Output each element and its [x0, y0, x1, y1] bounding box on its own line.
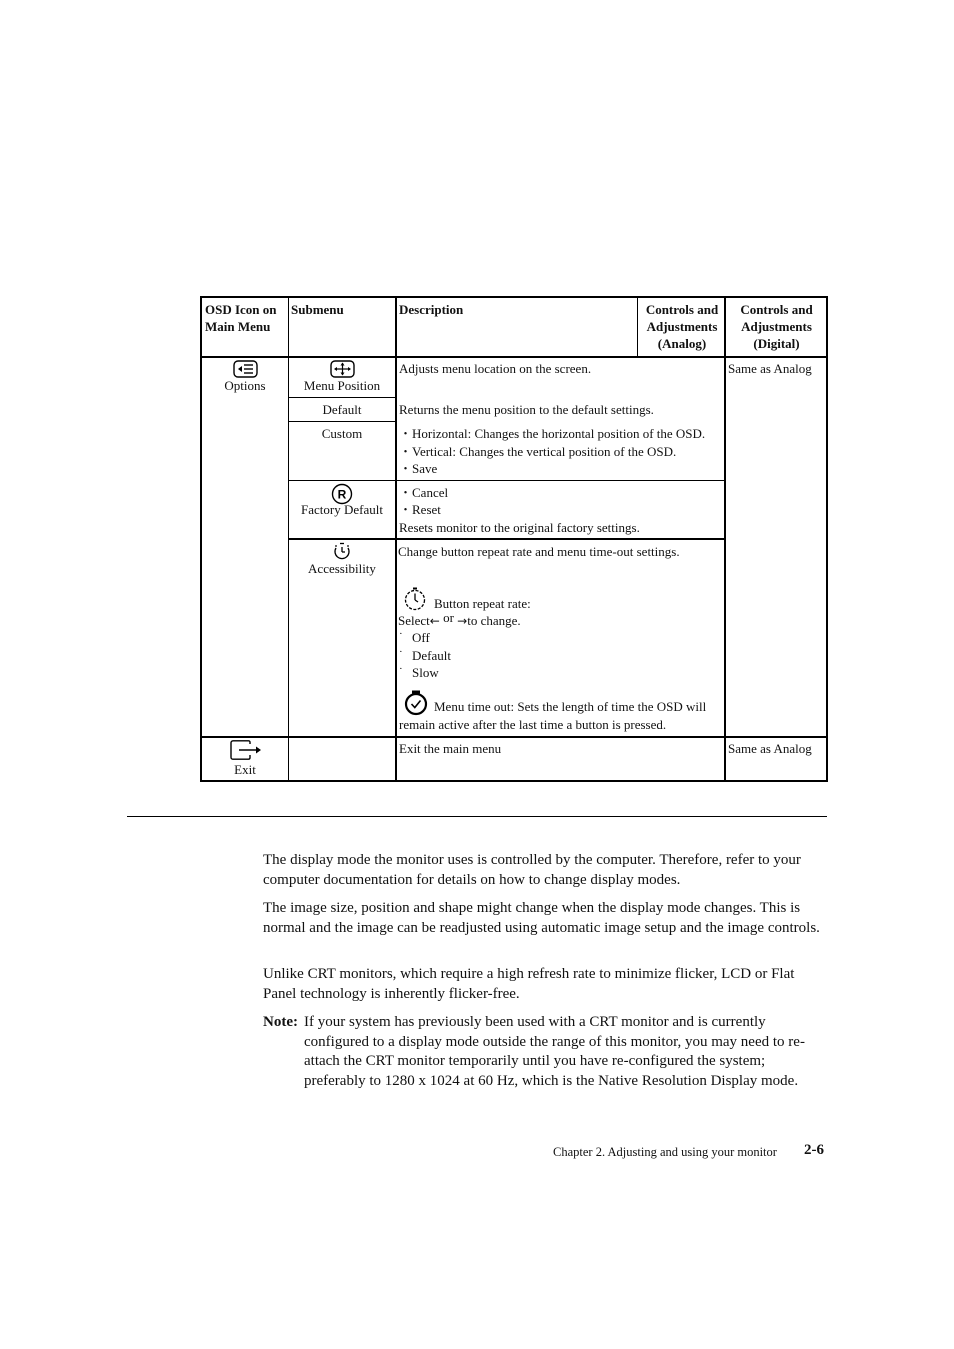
bullet-off: · [399, 628, 403, 640]
menu-position-icon [330, 360, 355, 378]
right-arrow-icon: → [457, 614, 468, 628]
custom-save: ・Save [399, 461, 438, 476]
bullet-default: · [399, 646, 403, 658]
options-icon [233, 360, 258, 378]
header-digital [727, 301, 826, 352]
stopwatch-icon [403, 587, 427, 611]
bullet-slow: · [399, 663, 403, 675]
choice-default: Default [412, 648, 451, 663]
body-paragraph-3: Unlike CRT monitors, which require a high refresh rate to minimize flicker, LCD or Flat Panel technology is inherently flicker-free. [263, 966, 795, 1002]
factory-default-label: Factory Default [301, 502, 383, 517]
choice-off: Off [412, 630, 430, 645]
body-paragraph-1: The display mode the monitor uses is controlled by the computer. Therefore, refer to your computer documentation for details on how to change display modes. [263, 852, 801, 888]
row-sep-custom-top [288, 421, 396, 422]
exit-label: Exit [234, 762, 256, 777]
svg-text:R: R [337, 487, 347, 502]
default-label: Default [322, 402, 362, 417]
header-analog-line3: (Analog) [657, 336, 707, 351]
note-text: If your system has previously been used with a CRT monitor and is currently configured to a display mode outside the range of this monitor, you may need to re-attach the CRT monitor temporarily until you have re-configured the system; preferably to 1280 x 1024 at 60 Hz, which is the Native Resolution Display mode. [304, 1014, 805, 1089]
note-block [263, 1013, 823, 1091]
table-border-bottom [200, 780, 828, 782]
button-repeat-label: Button repeat rate: [434, 596, 531, 611]
menu-timeout-line2: remain active after the last time a button is pressed. [399, 717, 667, 732]
header-border [200, 356, 828, 358]
default-description: Returns the menu position to the default settings. [399, 402, 654, 417]
options-digital-value: Same as Analog [728, 361, 812, 376]
factory-description: Resets monitor to the original factory settings. [399, 520, 640, 535]
accessibility-description: Change button repeat rate and menu time-out settings. [398, 544, 680, 559]
menu-position-description: Adjusts menu location on the screen. [399, 361, 592, 376]
menu-timeout-line1: Menu time out: Sets the length of time the OSD will [434, 699, 707, 714]
row-sep-exit-top [200, 736, 828, 738]
choice-slow: Slow [412, 665, 439, 680]
row-sep-access-top [288, 538, 726, 540]
header-osd-icon-line1: OSD Icon on [205, 302, 277, 317]
header-osd-icon-line2: Main Menu [205, 319, 271, 334]
header-description: Description [399, 302, 464, 317]
note-label: Note: [263, 1014, 298, 1030]
header-osd-icon [205, 301, 277, 335]
table-border-top [200, 296, 828, 298]
timer-icon [403, 690, 429, 716]
horizontal-rule [127, 816, 827, 817]
row-sep-factory-top [288, 480, 726, 481]
accessibility-label: Accessibility [308, 561, 376, 576]
table-border-right [826, 296, 828, 782]
custom-vertical: ・Vertical: Changes the vertical position of the OSD. [399, 444, 677, 459]
header-analog-line1: Controls and [645, 302, 719, 317]
header-analog-line2: Adjustments [646, 319, 718, 334]
footer-chapter: Chapter 2. Adjusting and using your monitor [553, 1145, 777, 1159]
header-submenu: Submenu [291, 302, 344, 317]
options-label: Options [224, 378, 266, 393]
custom-horizontal: ・Horizontal: Changes the horizontal position of the OSD. [399, 426, 706, 441]
header-digital-line2: Adjustments [741, 319, 812, 334]
accessibility-icon [332, 542, 352, 560]
page-number: 2-6 [804, 1142, 824, 1158]
exit-digital-value: Same as Analog [728, 741, 812, 756]
header-digital-line3: (Digital) [753, 336, 800, 351]
select-instruction [398, 612, 521, 630]
factory-cancel: ・Cancel [399, 485, 449, 500]
left-arrow-icon: ← [429, 614, 440, 628]
body-paragraph-2: The image size, position and shape might change when the display mode changes. This is normal and the image can be readjusted using automatic image setup and the image controls. [263, 900, 820, 936]
select-or: or [443, 610, 454, 625]
header-analog [639, 301, 725, 352]
select-suffix: to change. [467, 613, 521, 628]
menu-position-label: Menu Position [303, 378, 381, 393]
exit-icon [230, 740, 262, 760]
table-border-left [200, 296, 202, 782]
exit-description: Exit the main menu [399, 741, 502, 756]
factory-reset: ・Reset [399, 502, 441, 517]
row-sep-default-top [288, 397, 396, 398]
custom-label: Custom [321, 426, 363, 441]
select-prefix: Select [398, 613, 430, 628]
col-sep-3 [637, 296, 638, 357]
header-digital-line1: Controls and [740, 302, 813, 317]
